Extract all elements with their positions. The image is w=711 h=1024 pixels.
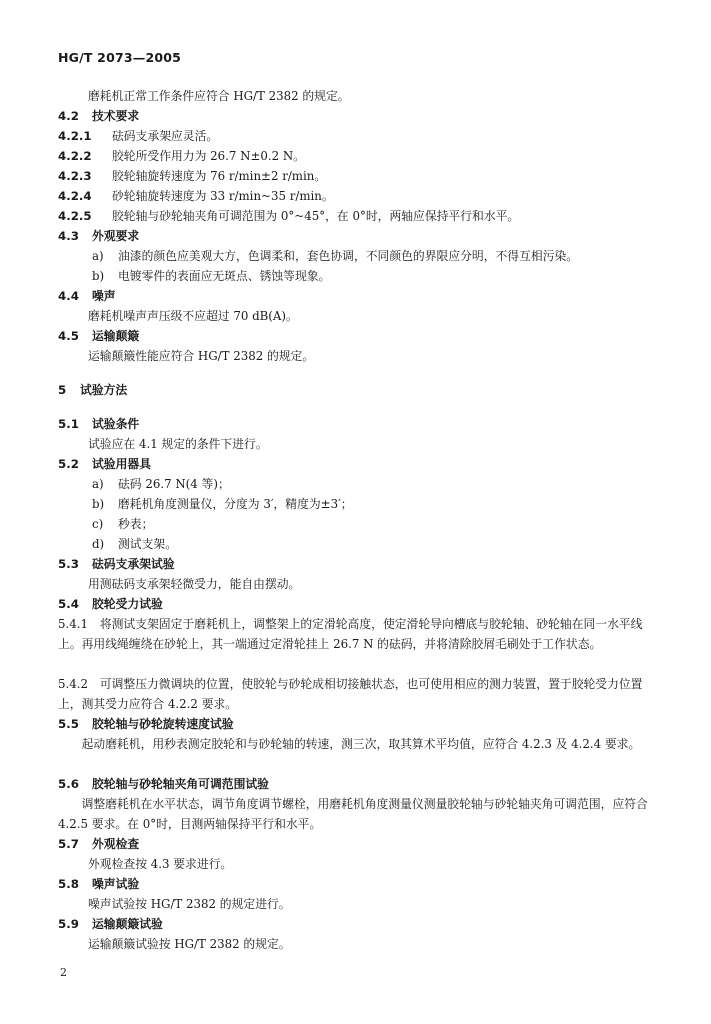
clause-heading bbox=[0, 774, 711, 794]
section-spacer bbox=[0, 400, 711, 414]
clause-title: 技术要求 bbox=[92, 109, 140, 123]
list-item-label: a) bbox=[92, 249, 104, 263]
clause-heading bbox=[0, 594, 711, 614]
clause-number: 4.4 bbox=[58, 289, 79, 303]
page-number: 2 bbox=[60, 966, 67, 979]
clause-title: 噪声试验 bbox=[92, 877, 140, 891]
list-item bbox=[0, 494, 711, 514]
clause-line bbox=[0, 206, 711, 226]
clause-line bbox=[0, 126, 711, 146]
clause-number: 4.5 bbox=[58, 329, 79, 343]
body-paragraph bbox=[0, 794, 711, 834]
clause-number: 4.2 bbox=[58, 109, 79, 123]
clause-number: 5.8 bbox=[58, 877, 79, 891]
clause-number: 5.7 bbox=[58, 837, 79, 851]
clause-text: 胶轮所受作用力为 26.7 N±0.2 N。 bbox=[112, 149, 305, 163]
body-paragraph bbox=[0, 734, 711, 774]
clause-heading bbox=[0, 106, 711, 126]
paragraph-text: 噪声试验按 HG/T 2382 的规定进行。 bbox=[88, 897, 291, 911]
clause-title: 胶轮受力试验 bbox=[92, 597, 163, 611]
clause-text: 砝码支承架应灵活。 bbox=[112, 129, 219, 143]
list-item bbox=[0, 266, 711, 286]
paragraph-text: 运输颠簸试验按 HG/T 2382 的规定。 bbox=[88, 937, 291, 951]
list-item-label: a) bbox=[92, 477, 104, 491]
clause-heading bbox=[0, 834, 711, 854]
clause-title: 运输颠簸试验 bbox=[92, 917, 163, 931]
clause-heading bbox=[0, 554, 711, 574]
section-heading bbox=[0, 380, 711, 400]
list-item-text: 电镀零件的表面应无斑点、锈蚀等现象。 bbox=[118, 269, 331, 283]
clause-number: 4.2.2 bbox=[58, 149, 92, 163]
paragraph-text: 磨耗机噪声声压级不应超过 70 dB(A)。 bbox=[88, 309, 298, 323]
clause-number: 5.5 bbox=[58, 717, 79, 731]
clause-number: 5.3 bbox=[58, 557, 79, 571]
paragraph-text: 外观检查按 4.3 要求进行。 bbox=[88, 857, 233, 871]
body-paragraph bbox=[0, 434, 711, 454]
body-paragraph bbox=[0, 614, 711, 674]
clause-title: 外观要求 bbox=[92, 229, 140, 243]
list-item-text: 测试支架。 bbox=[118, 537, 177, 551]
paragraph-text: 调整磨耗机在水平状态，调节角度调节螺栓，用磨耗机角度测量仪测量胶轮轴与砂轮轴夹角可调范围，应符合 4.2.5 要求。在 0°时，目测两轴保持平行和水平。 bbox=[58, 797, 648, 831]
clause-number: 4.3 bbox=[58, 229, 79, 243]
clause-number: 5 bbox=[58, 383, 67, 397]
paragraph-text: 用测砝码支承架轻微受力，能自由摆动。 bbox=[88, 577, 301, 591]
clause-title: 运输颠簸 bbox=[92, 329, 140, 343]
clause-text: 胶轮轴与砂轮轴夹角可调范围为 0°~45°，在 0°时，两轴应保持平行和水平。 bbox=[112, 209, 520, 223]
clause-number: 4.2.4 bbox=[58, 189, 92, 203]
clause-heading bbox=[0, 414, 711, 434]
body-paragraph bbox=[0, 346, 711, 366]
clause-title: 试验方法 bbox=[80, 383, 128, 397]
list-item-text: 油漆的颜色应美观大方，色调柔和，套色协调，不同颜色的界限应分明，不得互相污染。 bbox=[118, 249, 579, 263]
paragraph-text: 磨耗机正常工作条件应符合 HG/T 2382 的规定。 bbox=[88, 89, 350, 103]
clause-number: 5.2 bbox=[58, 457, 79, 471]
clause-title: 试验条件 bbox=[92, 417, 140, 431]
clause-number: 5.9 bbox=[58, 917, 79, 931]
paragraph-text: 5.4.1 将测试支架固定于磨耗机上，调整架上的定滑轮高度，使定滑轮导向槽底与胶轮轴、砂轮轴在同一水平线上。再用线绳缠绕在砂轮上，其一端通过定滑轮挂上 26.7 N 的砝码，并将清除胶屑毛刷处于工作状态。 bbox=[58, 617, 643, 651]
clause-title: 砝码支承架试验 bbox=[92, 557, 175, 571]
body-paragraph bbox=[0, 934, 711, 954]
clause-heading bbox=[0, 286, 711, 306]
clause-title: 胶轮轴与砂轮旋转速度试验 bbox=[92, 717, 234, 731]
clause-heading bbox=[0, 914, 711, 934]
list-item bbox=[0, 514, 711, 534]
document-body bbox=[0, 86, 711, 954]
list-item bbox=[0, 474, 711, 494]
clause-line bbox=[0, 166, 711, 186]
clause-heading bbox=[0, 454, 711, 474]
clause-title: 试验用器具 bbox=[92, 457, 151, 471]
clause-number: 4.2.5 bbox=[58, 209, 92, 223]
clause-number: 4.2.1 bbox=[58, 129, 92, 143]
clause-number: 5.1 bbox=[58, 417, 79, 431]
body-paragraph bbox=[0, 86, 711, 106]
clause-line bbox=[0, 146, 711, 166]
list-item bbox=[0, 246, 711, 266]
clause-title: 胶轮轴与砂轮轴夹角可调范围试验 bbox=[92, 777, 269, 791]
list-item-label: c) bbox=[92, 517, 104, 531]
clause-number: 5.6 bbox=[58, 777, 79, 791]
clause-number: 5.4 bbox=[58, 597, 79, 611]
clause-heading bbox=[0, 714, 711, 734]
list-item-text: 砝码 26.7 N(4 等)； bbox=[118, 477, 230, 491]
section-spacer bbox=[0, 366, 711, 380]
body-paragraph bbox=[0, 894, 711, 914]
clause-title: 噪声 bbox=[92, 289, 116, 303]
list-item-label: b) bbox=[92, 497, 105, 511]
clause-heading bbox=[0, 226, 711, 246]
list-item-text: 秒表； bbox=[118, 517, 154, 531]
clause-line bbox=[0, 186, 711, 206]
clause-heading bbox=[0, 874, 711, 894]
list-item-label: d) bbox=[92, 537, 105, 551]
clause-number: 4.2.3 bbox=[58, 169, 92, 183]
list-item-text: 磨耗机角度测量仪，分度为 3′，精度为±3′； bbox=[118, 497, 353, 511]
body-paragraph bbox=[0, 306, 711, 326]
paragraph-text: 5.4.2 可调整压力微调块的位置，使胶轮与砂轮成相切接触状态，也可使用相应的测力装置，置于胶轮受力位置上，测其受力应符合 4.2.2 要求。 bbox=[58, 677, 643, 711]
clause-text: 胶轮轴旋转速度为 76 r/min±2 r/min。 bbox=[112, 169, 327, 183]
paragraph-text: 试验应在 4.1 规定的条件下进行。 bbox=[88, 437, 268, 451]
list-item-label: b) bbox=[92, 269, 105, 283]
list-item bbox=[0, 534, 711, 554]
clause-title: 外观检查 bbox=[92, 837, 140, 851]
paragraph-text: 起动磨耗机，用秒表测定胶轮和与砂轮轴的转速，测三次，取其算术平均值，应符合 4.2.3 及 4.2.4 要求。 bbox=[58, 737, 641, 751]
body-paragraph bbox=[0, 574, 711, 594]
body-paragraph bbox=[0, 854, 711, 874]
standard-code-header: HG/T 2073—2005 bbox=[58, 50, 182, 65]
body-paragraph bbox=[0, 674, 711, 714]
clause-text: 砂轮轴旋转速度为 33 r/min~35 r/min。 bbox=[112, 189, 334, 203]
paragraph-text: 运输颠簸性能应符合 HG/T 2382 的规定。 bbox=[88, 349, 315, 363]
clause-heading bbox=[0, 326, 711, 346]
